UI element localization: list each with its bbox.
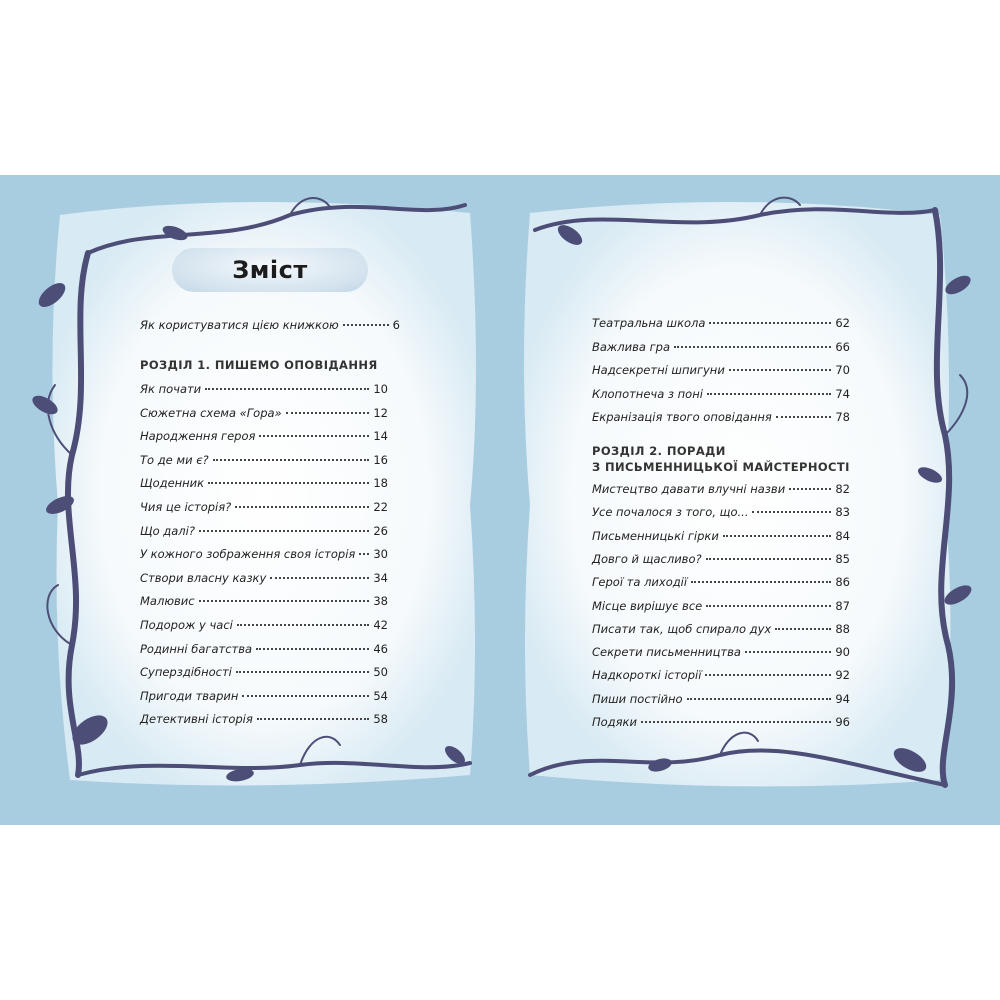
dot-leader [237,624,370,626]
toc-entry[interactable] [592,482,850,496]
entry-title: Родинні багатства [140,641,253,656]
dot-leader [705,674,831,676]
dot-leader [208,482,369,484]
toc-entry[interactable] [592,387,850,401]
entry-page: 16 [373,452,388,467]
toc-right-column [592,316,852,736]
toc-entry[interactable] [592,575,850,589]
entry-page: 14 [373,429,388,444]
entry-page: 6 [392,318,400,332]
toc-entry[interactable] [140,594,388,608]
entry-title: Подяки [592,715,637,729]
dot-leader [723,535,832,537]
entry-page: 87 [835,598,850,613]
dot-leader [729,369,832,371]
entry-title: Важлива гра [592,339,670,354]
entry-title: У кожного зображення своя історія [140,547,356,562]
toc-entry[interactable] [140,618,388,632]
dot-leader [359,553,369,555]
toc-entry[interactable] [592,622,850,636]
toc-entry[interactable] [592,715,850,729]
entry-page: 18 [373,476,388,491]
entry-title: Секрети письменництва [592,645,741,660]
entry-page: 96 [835,715,850,729]
toc-entry[interactable] [592,505,850,519]
entry-title: Пригоди тварин [140,688,239,703]
toc-entry-intro[interactable] [140,318,400,332]
dot-leader [691,581,831,583]
entry-page: 30 [373,547,388,562]
dot-leader [707,393,831,395]
entry-title: Герої та лиходії [592,575,688,590]
toc-entry[interactable] [140,665,388,679]
dot-leader [706,605,831,607]
entry-page: 78 [835,410,850,424]
entry-title: Місце вирішує все [592,598,703,613]
dot-leader [776,416,832,418]
dot-leader [236,671,370,673]
entry-page: 66 [835,339,850,354]
toc-entry[interactable] [592,340,850,354]
section-heading-1: РОЗДІЛ 1. ПИШЕМО ОПОВІДАННЯ [140,358,378,372]
entry-title: Писати так, щоб спирало дух [592,621,772,636]
toc-entry[interactable] [140,689,388,703]
entry-title: Сюжетна схема «Гора» [140,405,282,420]
entry-title: Надкороткі історії [592,668,702,683]
toc-entry[interactable] [140,547,388,561]
entry-page: 88 [835,621,850,636]
entry-title: Усе почалося з того, що... [592,505,749,520]
entry-page: 82 [835,482,850,496]
entry-page: 70 [835,363,850,377]
toc-entry[interactable] [140,429,388,443]
toc-entry[interactable] [140,406,388,420]
dot-leader [199,530,369,532]
entry-page: 92 [835,668,850,683]
dot-leader [687,698,832,700]
dot-leader [213,459,370,461]
toc-entry[interactable] [140,500,388,514]
entry-page: 58 [373,712,388,727]
dot-leader [257,718,370,720]
toc-entry[interactable] [140,382,388,396]
toc-entry[interactable] [592,645,850,659]
dot-leader [775,628,831,630]
entry-title: Пиши постійно [592,691,683,706]
entry-page: 34 [373,570,388,585]
entry-page: 10 [373,382,388,396]
toc-entry[interactable] [592,529,850,543]
entry-page: 26 [373,523,388,538]
entry-title: Народження героя [140,429,256,444]
entry-page: 22 [373,500,388,514]
entry-page: 90 [835,645,850,660]
toc-entry[interactable] [592,316,850,330]
entry-page: 12 [373,405,388,420]
toc-entry[interactable] [140,712,388,726]
entry-title: Створи власну казку [140,570,267,585]
entry-page: 85 [835,551,850,566]
entry-page: 86 [835,575,850,590]
toc-entry[interactable] [140,524,388,538]
toc-entry[interactable] [140,453,388,467]
section-heading-2-line1: РОЗДІЛ 2. ПОРАДИ [592,444,726,458]
entry-title: Надсекретні шпигуни [592,363,725,377]
entry-page: 54 [373,688,388,703]
dot-leader [235,506,369,508]
entry-title: Подорож у часі [140,618,233,632]
entry-title: Детективні історія [140,712,253,727]
toc-entry[interactable] [140,571,388,585]
entry-page: 62 [835,316,850,330]
entry-title: Театральна школа [592,316,706,330]
entry-title: Що далі? [140,523,195,538]
entry-title: Мистецтво давати влучні назви [592,482,786,496]
dot-leader [259,435,369,437]
entry-title: Екранізація твого оповідання [592,410,772,424]
dot-leader [199,600,370,602]
dot-leader [286,412,370,414]
entry-title: Суперздібності [140,665,232,680]
entry-page: 94 [835,691,850,706]
dot-leader [745,651,831,653]
entry-title: То де ми є? [140,452,209,467]
toc-entry[interactable] [140,476,388,490]
page-title: Зміст [232,256,308,284]
dot-leader [709,322,831,324]
toc-entry[interactable] [592,363,850,377]
dot-leader [343,324,389,326]
toc-entry[interactable] [592,668,850,682]
entry-page: 46 [373,641,388,656]
toc-entry[interactable] [592,410,850,424]
entry-page: 74 [835,386,850,401]
entry-page: 42 [373,618,388,632]
entry-page: 84 [835,528,850,543]
dot-leader [789,488,831,490]
dot-leader [205,388,369,390]
toc-left-column [140,318,400,727]
dot-leader [242,695,369,697]
entry-title: Довго й щасливо? [592,551,702,566]
entry-page: 50 [373,665,388,680]
entry-title: Як користуватися цією книжкою [140,318,339,332]
entry-title: Клопотнеча з поні [592,386,703,401]
title-banner [172,248,368,292]
entry-title: Чия це історія? [140,500,232,514]
section-heading-2-line2: З ПИСЬМЕННИЦЬКОЇ МАЙСТЕРНОСТІ [592,460,850,474]
dot-leader [270,577,369,579]
dot-leader [752,511,831,513]
entry-title: Малювис [140,594,195,609]
dot-leader [641,721,831,723]
toc-entry[interactable] [592,599,850,613]
entry-title: Письменницькі гірки [592,528,719,543]
toc-entry[interactable] [592,552,850,566]
dot-leader [256,648,369,650]
entry-page: 38 [373,594,388,609]
entry-page: 83 [835,505,850,520]
toc-entry[interactable] [140,642,388,656]
dot-leader [674,346,831,348]
entry-title: Як почати [140,382,202,396]
toc-entry[interactable] [592,692,850,706]
dot-leader [706,558,832,560]
entry-title: Щоденник [140,476,205,491]
